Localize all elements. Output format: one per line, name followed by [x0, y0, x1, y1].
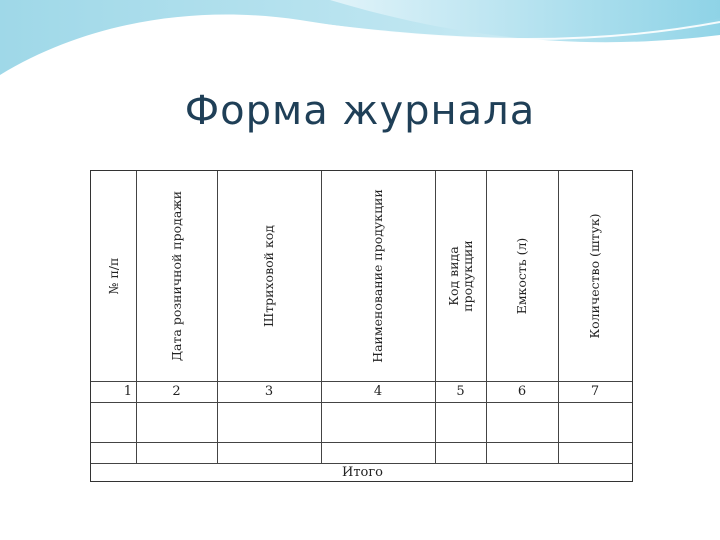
header-cell-sale-date — [136, 171, 217, 381]
row-divider — [91, 402, 632, 403]
header-cell-product-name — [321, 171, 435, 381]
column-number: 3 — [264, 384, 274, 399]
column-number: 7 — [590, 384, 600, 399]
column-number: 5 — [456, 384, 465, 399]
row-divider — [91, 442, 632, 443]
header-label: Количество (штук) — [587, 213, 602, 339]
column-number: 2 — [172, 384, 181, 399]
header-cell-product-type-code — [435, 171, 486, 381]
header-label — [447, 240, 475, 311]
header-label: Наименование продукции — [370, 189, 385, 363]
header-cell-row-number — [91, 171, 136, 381]
header-label: Штриховой код — [261, 225, 276, 327]
header-label-line: Код вида — [445, 246, 461, 306]
column-number: 6 — [517, 384, 527, 399]
slide-title: Форма журнала — [184, 88, 536, 134]
header-label: № п/п — [105, 257, 121, 295]
header-label-line: продукции — [459, 240, 475, 312]
header-cell-capacity — [486, 171, 558, 381]
header-cell-quantity — [558, 171, 632, 381]
header-label: Емкость (л) — [514, 237, 529, 315]
column-number: 1 — [123, 384, 132, 399]
total-row-label: Итого — [342, 465, 383, 480]
row-divider — [91, 381, 632, 382]
header-cell-barcode — [217, 171, 321, 381]
journal-form-table — [90, 170, 633, 482]
column-number: 4 — [373, 384, 383, 399]
header-label: Дата розничной продажи — [168, 190, 184, 362]
